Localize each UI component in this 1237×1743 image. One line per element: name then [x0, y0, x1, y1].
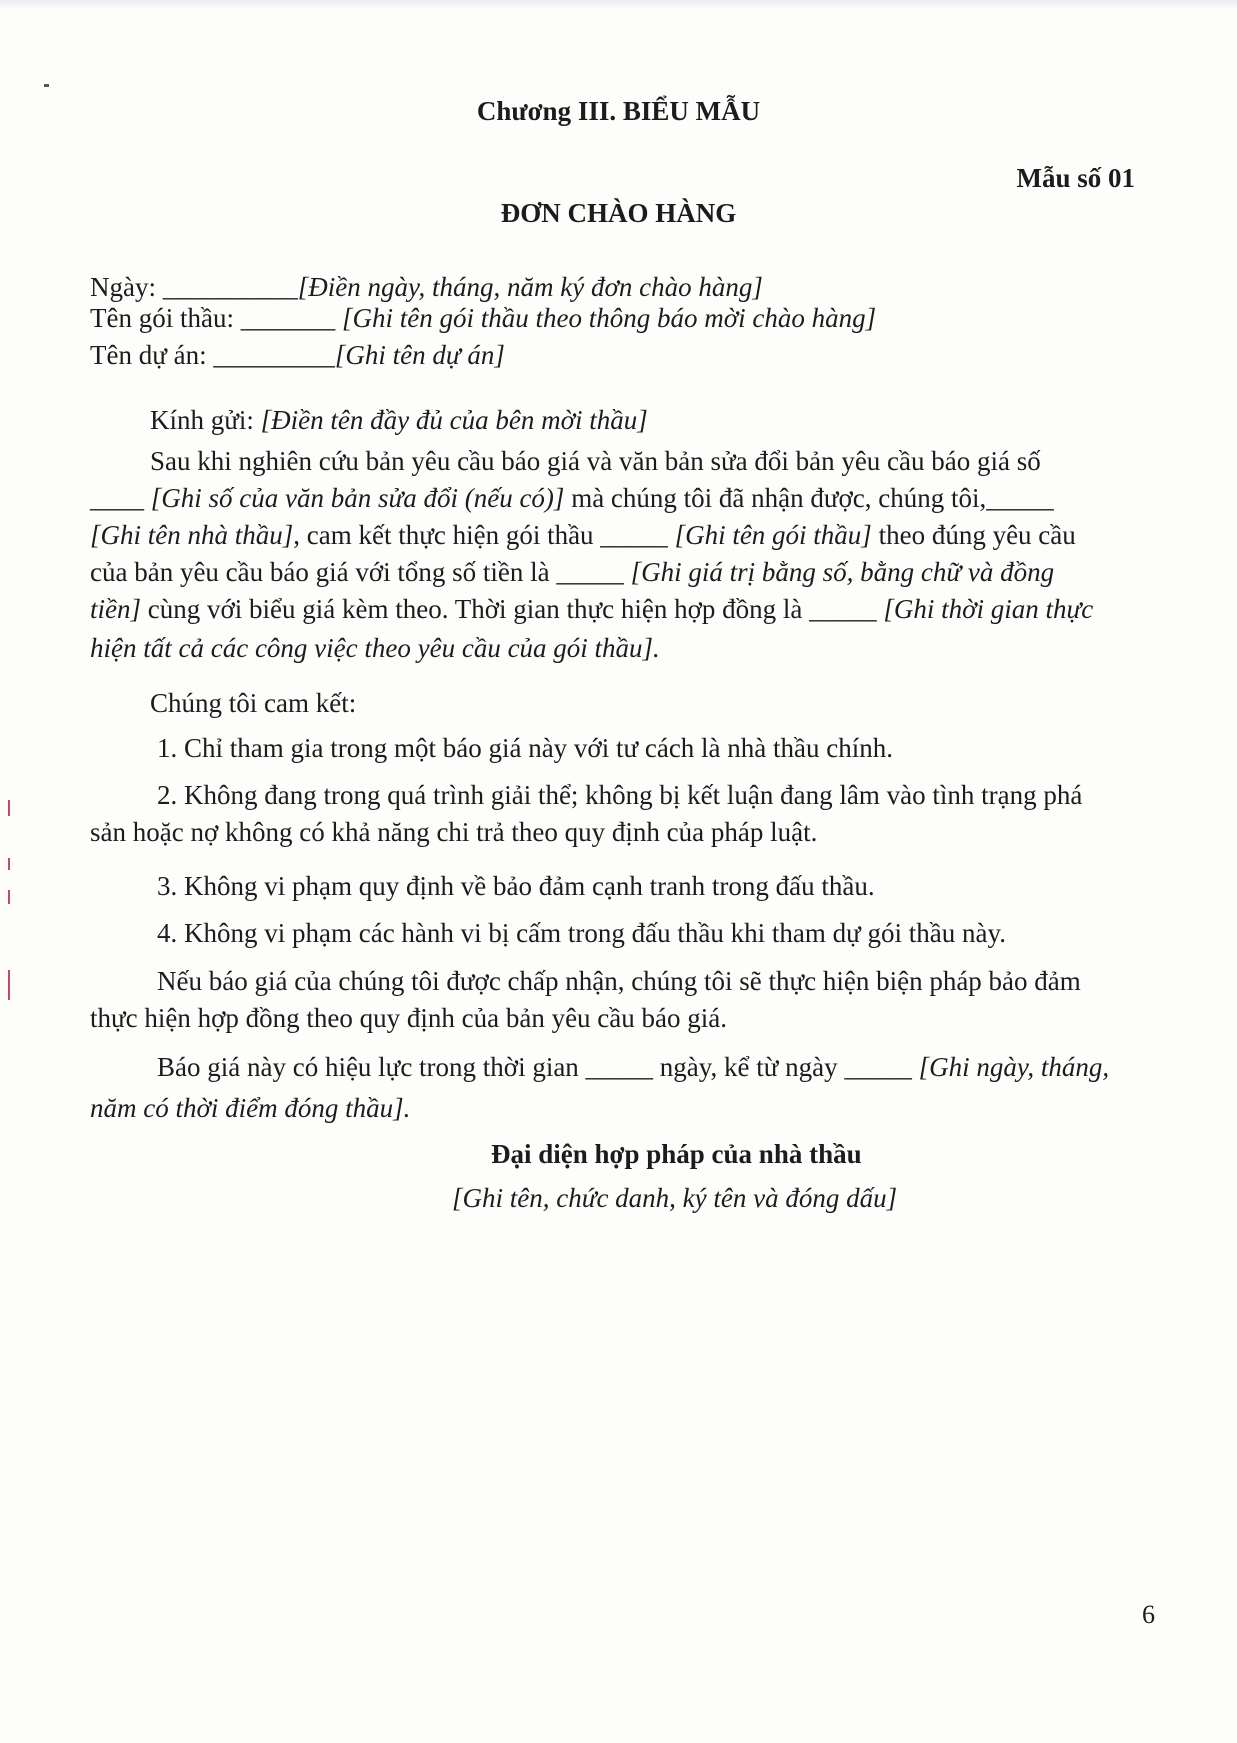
field-package-name	[90, 303, 876, 334]
form-title: ĐƠN CHÀO HÀNG	[500, 198, 737, 228]
validity-line: năm có thời điểm đóng thầu].	[90, 1093, 411, 1123]
margin-mark	[8, 800, 10, 816]
field-date	[90, 272, 763, 303]
commitment-item: 2. Không đang trong quá trình giải thể; không bị kết luận đang lâm vào tình trạng phá	[157, 780, 1083, 810]
commitment-item: sản hoặc nợ không có khả năng chi trả theo quy định của pháp luật.	[90, 817, 818, 847]
acceptance-line: thực hiện hợp đồng theo quy định của bản yêu cầu báo giá.	[90, 1003, 727, 1033]
margin-mark	[8, 970, 10, 1000]
scan-edge	[0, 0, 1237, 10]
chapter-title: Chương III. BIỂU MẪU	[476, 96, 761, 126]
field-hint: [Ghi tên gói thầu theo thông báo mời chào hàng]	[341, 303, 877, 333]
field-label: Tên gói thầu: _______	[90, 303, 342, 333]
body-line: tiền] cùng với biểu giá kèm theo. Thời gian thực hiện hợp đồng là _____ [Ghi thời gian thực	[90, 594, 1094, 624]
commitments-intro: Chúng tôi cam kết:	[150, 688, 357, 718]
acceptance-line: Nếu báo giá của chúng tôi được chấp nhận, chúng tôi sẽ thực hiện biện pháp bảo đảm	[157, 966, 1081, 996]
field-hint: [Ghi tên dự án]	[334, 340, 505, 370]
scan-speck	[44, 84, 49, 87]
form-number: Mẫu số 01	[1016, 163, 1135, 193]
commitment-item: 1. Chỉ tham gia trong một báo giá này với tư cách là nhà thầu chính.	[157, 733, 893, 763]
page-number: 6	[1142, 1600, 1155, 1629]
field-project-name	[90, 340, 505, 371]
signature-title: Đại diện hợp pháp của nhà thầu	[491, 1139, 862, 1169]
margin-mark	[8, 858, 10, 870]
signature-hint: [Ghi tên, chức danh, ký tên và đóng dấu]	[452, 1183, 898, 1213]
field-label: Tên dự án: _________	[90, 340, 335, 370]
field-hint: [Điền ngày, tháng, năm ký đơn chào hàng]	[297, 272, 763, 302]
body-line: của bản yêu cầu báo giá với tổng số tiền là _____ [Ghi giá trị bằng số, bằng chữ và đồng	[90, 557, 1055, 587]
body-line: ____ [Ghi số của văn bản sửa đổi (nếu có)] mà chúng tôi đã nhận được, chúng tôi,_____	[90, 483, 1054, 513]
body-line: [Ghi tên nhà thầu], cam kết thực hiện gói thầu _____ [Ghi tên gói thầu] theo đúng yêu cầu	[90, 520, 1076, 550]
commitment-item: 3. Không vi phạm quy định về bảo đảm cạnh tranh trong đấu thầu.	[157, 871, 875, 901]
validity-line: Báo giá này có hiệu lực trong thời gian _____ ngày, kể từ ngày _____ [Ghi ngày, tháng,	[157, 1052, 1110, 1082]
margin-mark	[8, 890, 10, 904]
field-label: Ngày: __________	[90, 272, 298, 302]
body-line: hiện tất cả các công việc theo yêu cầu của gói thầu].	[90, 633, 660, 663]
salutation: Kính gửi: [Điền tên đầy đủ của bên mời thầu]	[150, 405, 648, 435]
body-line: Sau khi nghiên cứu bản yêu cầu báo giá và văn bản sửa đổi bản yêu cầu báo giá số	[150, 446, 1041, 476]
commitment-item: 4. Không vi phạm các hành vi bị cấm trong đấu thầu khi tham dự gói thầu này.	[157, 918, 1006, 948]
